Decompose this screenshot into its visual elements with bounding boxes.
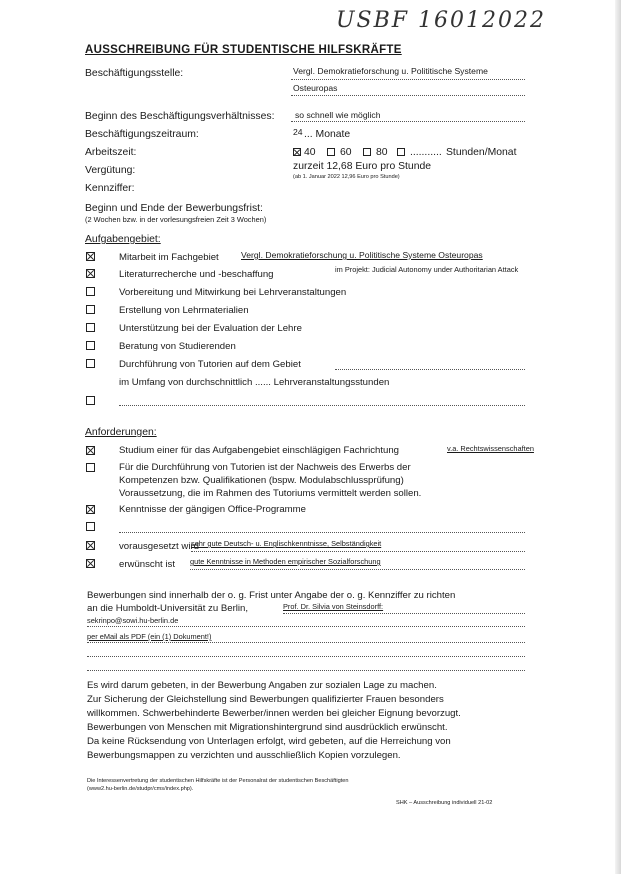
aufgabe-checkbox-9[interactable] — [86, 396, 95, 405]
arbeitszeit-unit: Stunden/Monat — [446, 147, 517, 158]
anforderungen-heading: Anforderungen: — [85, 427, 157, 438]
anforderung-text-1: Studium einer für das Aufgabengebiet einschlägigen Fachrichtung — [119, 445, 400, 456]
dotted-line — [191, 551, 525, 552]
aufgabe-text-2: Literaturrecherche und -beschaffung — [119, 269, 274, 280]
hinweis-5: Da keine Rücksendung von Unterlagen erfolgt, wird gebeten, auf die Herreichung von — [87, 736, 451, 747]
bewerbung-line1: Bewerbungen sind innerhalb der o. g. Frist unter Angabe der o. g. Kennziffer zu richten — [87, 590, 456, 601]
aufgabe-text-3: Vorbereitung und Mitwirkung bei Lehrveranstaltungen — [119, 287, 347, 298]
anforderung-text-3: Kenntnisse der gängigen Office-Programme — [119, 504, 307, 515]
hinweis-4: Bewerbungen von Menschen mit Migrationshintergrund sind ausdrücklich erwünscht. — [87, 722, 448, 733]
anforderung-fill-6: gute Kenntnisse in Methoden empirischer Sozialforschung — [190, 557, 381, 566]
verguetung-value: zurzeit 12,68 Euro pro Stunde — [293, 161, 432, 172]
anforderung-fill-5: sehr gute Deutsch- u. Englischkenntnisse, Selbständigkeit — [191, 539, 382, 548]
zeitraum-label: Beschäftigungszeitraum: — [85, 129, 199, 140]
zeitraum-value: 24 — [293, 127, 303, 137]
page-title: AUSSCHREIBUNG FÜR STUDENTISCHE HILFSKRÄFTE — [85, 44, 402, 56]
anforderung-text-5: vorausgesetzt wird — [119, 541, 199, 552]
beginn-value: so schnell wie möglich — [295, 110, 381, 120]
anforderung-text-2a: Für die Durchführung von Tutorien ist der Nachweis des Erwerbs der — [119, 462, 411, 473]
arbeitszeit-80: 80 — [376, 147, 388, 158]
dotted-line — [87, 626, 525, 627]
footer-form-id: SHK – Ausschreibung individuell 21-02 — [396, 800, 493, 806]
arbeitszeit-other-dots: ........... — [410, 147, 442, 158]
checkbox-40[interactable] — [293, 148, 301, 156]
arbeitszeit-label: Arbeitszeit: — [85, 147, 137, 158]
dotted-line — [87, 656, 525, 657]
anforderung-checkbox-4[interactable] — [86, 522, 95, 531]
zeitraum-unit: ... Monate — [304, 129, 351, 140]
aufgabe-checkbox-6[interactable] — [86, 341, 95, 350]
anforderung-text-6: erwünscht ist — [119, 559, 175, 570]
verguetung-label: Vergütung: — [85, 165, 136, 176]
frist-label: Beginn und Ende der Bewerbungsfrist: — [85, 203, 263, 214]
anforderung-fill-1: v.a. Rechtswissenschaften — [447, 444, 534, 453]
aufgabe-checkbox-2[interactable] — [86, 269, 95, 278]
beginn-label: Beginn des Beschäftigungsverhältnisses: — [85, 111, 275, 122]
hinweis-6: Bewerbungsmappen zu verzichten und ausschließlich Kopien vorzulegen. — [87, 750, 401, 761]
aufgabe-checkbox-1[interactable] — [86, 252, 95, 261]
dotted-line — [87, 642, 525, 643]
dotted-line — [119, 405, 525, 406]
anforderung-checkbox-1[interactable] — [86, 446, 95, 455]
aufgabe-umfang: im Umfang von durchschnittlich ...... Lehrveranstaltungsstunden — [119, 377, 390, 388]
dotted-line — [291, 121, 525, 122]
hinweis-3: willkommen. Schwerbehinderte Bewerber/innen werden bei gleicher Eignung bevorzugt. — [87, 708, 461, 719]
footer-line1: Die Interessenvertretung der studentischen Hilfskräfte ist der Personalrat der studentischen Beschäftigten — [87, 778, 349, 784]
aufgabe-text-1: Mitarbeit im Fachgebiet — [119, 252, 219, 263]
bewerbung-fill-name: Prof. Dr. Silvia von Steinsdorff: — [283, 602, 384, 611]
anforderung-checkbox-5[interactable] — [86, 541, 95, 550]
aufgabe-fill-2: im Projekt: Judicial Autonomy under Authoritarian Attack — [335, 265, 519, 274]
aufgabe-checkbox-5[interactable] — [86, 323, 95, 332]
dotted-line — [87, 670, 525, 671]
dotted-line — [283, 613, 525, 614]
kennziffer-label: Kennziffer: — [85, 183, 135, 194]
dotted-line — [335, 369, 525, 370]
aufgabe-text-7: Durchführung von Tutorien auf dem Gebiet — [119, 359, 301, 370]
aufgabe-text-6: Beratung von Studierenden — [119, 341, 236, 352]
arbeitszeit-40: 40 — [304, 147, 316, 158]
dotted-line — [119, 532, 525, 533]
anforderung-text-2b: Kompetenzen bzw. Qualifikationen (bspw. Modulabschlussprüfung) — [119, 475, 404, 486]
bewerbung-fill-mode: per eMail als PDF (ein (1) Dokument!) — [87, 632, 212, 641]
beschaeftigungsstelle-value-2: Osteuropas — [293, 83, 338, 93]
checkbox-other[interactable] — [397, 148, 405, 156]
handwritten-code: USBF 16012022 — [336, 8, 547, 33]
frist-note: (2 Wochen bzw. in der vorlesungsfreien Zeit 3 Wochen) — [85, 215, 267, 224]
anforderung-checkbox-3[interactable] — [86, 505, 95, 514]
anforderung-checkbox-6[interactable] — [86, 559, 95, 568]
footer-line2: (www2.hu-berlin.de/studpr/cms/index.php). — [87, 786, 194, 792]
hinweis-1: Es wird darum gebeten, in der Bewerbung Angaben zur sozialen Lage zu machen. — [87, 680, 437, 691]
page-edge-shadow — [615, 0, 621, 874]
bewerbung-fill-email: sekrinpo@sowi.hu-berlin.de — [87, 616, 179, 625]
beschaeftigungsstelle-value-1: Vergl. Demokratieforschung u. Polititische Systeme — [293, 66, 488, 76]
dotted-line — [291, 95, 525, 96]
verguetung-note: (ab 1. Januar 2022 12,96 Euro pro Stunde) — [293, 174, 400, 180]
checkbox-80[interactable] — [363, 148, 371, 156]
aufgabe-checkbox-3[interactable] — [86, 287, 95, 296]
aufgabe-checkbox-7[interactable] — [86, 359, 95, 368]
aufgabe-fill-1: Vergl. Demokratieforschung u. Polititische Systeme Osteuropas — [241, 250, 483, 260]
checkbox-60[interactable] — [327, 148, 335, 156]
anforderung-checkbox-2[interactable] — [86, 463, 95, 472]
anforderung-text-2c: Voraussetzung, die im Rahmen des Tutoriums vermittelt werden sollen. — [119, 488, 422, 499]
arbeitszeit-60: 60 — [340, 147, 352, 158]
aufgabe-text-4: Erstellung von Lehrmaterialien — [119, 305, 249, 316]
hinweis-2: Zur Sicherung der Gleichstellung sind Bewerbungen qualifizierter Frauen besonders — [87, 694, 444, 705]
aufgabe-checkbox-4[interactable] — [86, 305, 95, 314]
bewerbung-line2: an die Humboldt-Universität zu Berlin, — [87, 603, 249, 614]
aufgaben-heading: Aufgabengebiet: — [85, 234, 161, 245]
dotted-line — [190, 569, 525, 570]
dotted-line — [291, 79, 525, 80]
aufgabe-text-5: Unterstützung bei der Evaluation der Lehre — [119, 323, 302, 334]
beschaeftigungsstelle-label: Beschäftigungsstelle: — [85, 68, 184, 79]
